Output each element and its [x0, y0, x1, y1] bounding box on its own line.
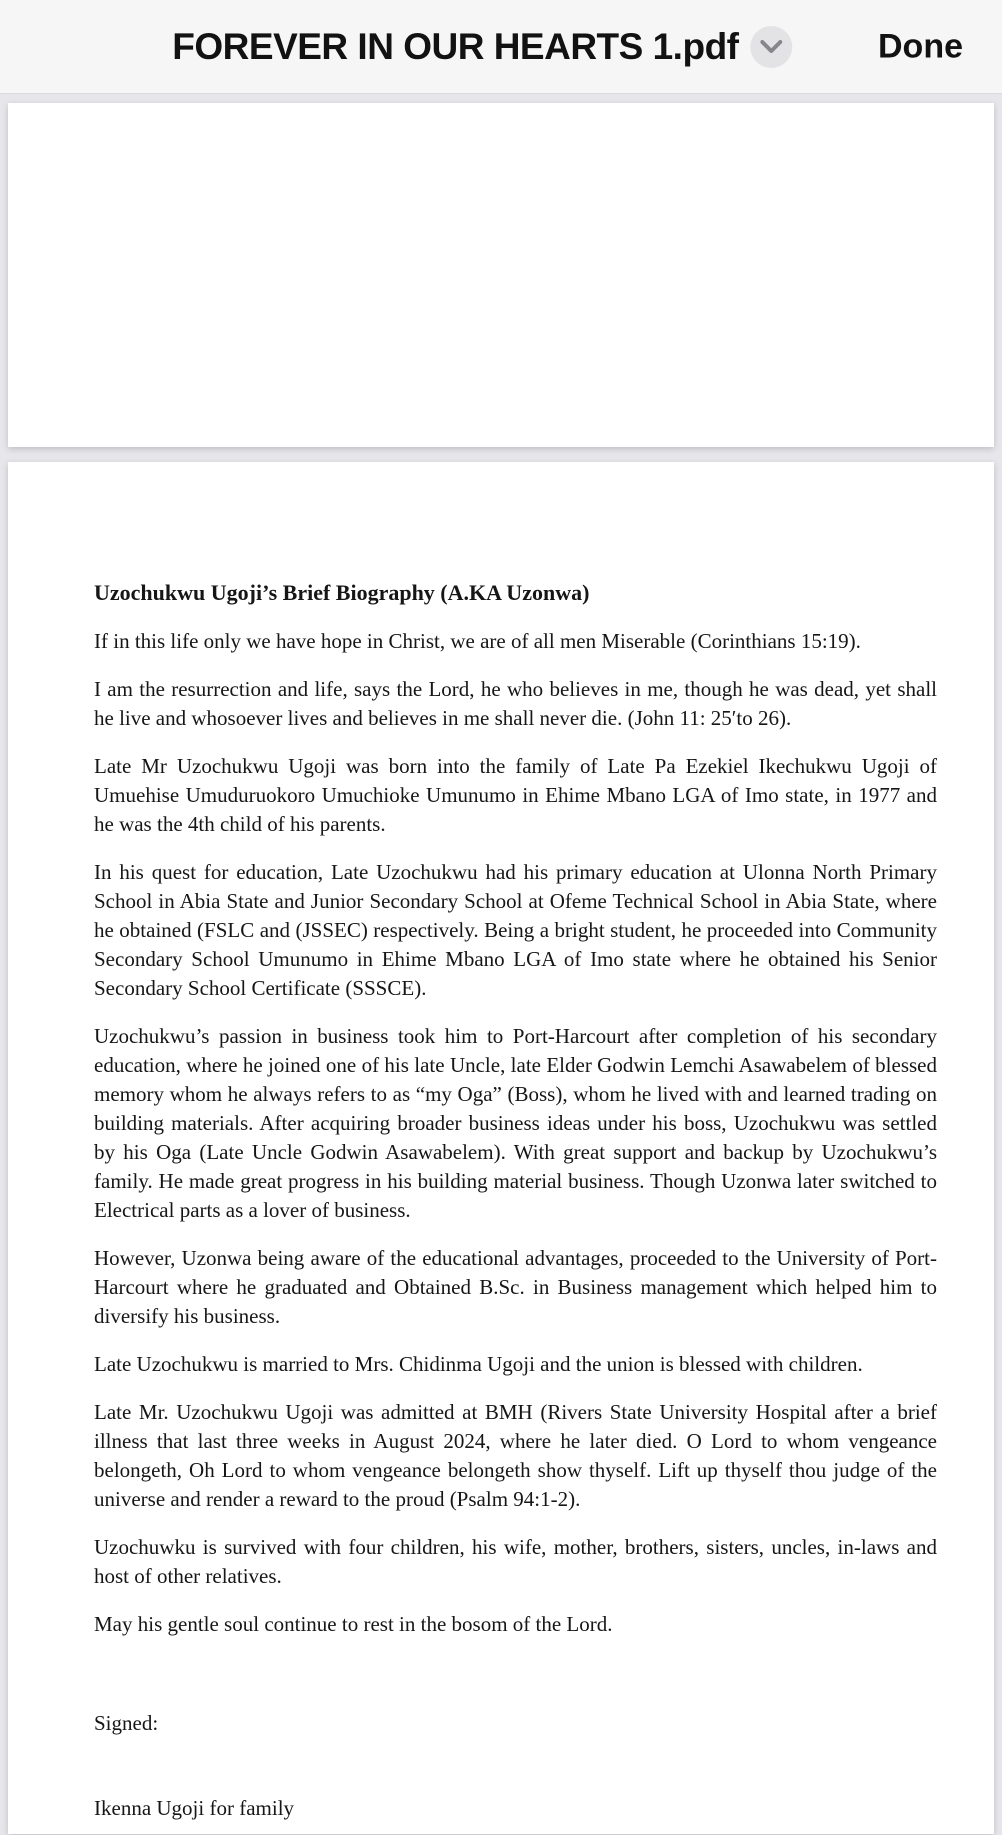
pdf-page-previous: [8, 103, 994, 447]
navbar: [0, 0, 1002, 94]
paragraph-scripture-2: I am the resurrection and life, says the Lord, he who believes in me, though he was dead, yet shall he live and whosoever lives and believes in me shall never die. (John 11: 25′to 26).: [94, 677, 937, 730]
paragraph-university: However, Uzonwa being aware of the educational advantages, proceeded to the University of Port-Harcourt where he graduated and Obtained B.Sc. in Business management which helped him to diversify his business.: [94, 1246, 937, 1328]
paragraph-scripture-1: If in this life only we have hope in Christ, we are of all men Miserable (Corinthians 15:19).: [94, 629, 861, 653]
document-title-group: [172, 26, 792, 68]
chevron-down-icon: [760, 40, 782, 54]
title-menu-button[interactable]: [750, 26, 792, 68]
document-title: FOREVER IN OUR HEARTS 1.pdf: [172, 25, 739, 67]
page-scroll-area[interactable]: [0, 94, 1002, 1834]
biography-document: [94, 578, 937, 1823]
paragraph-birth: Late Mr Uzochukwu Ugoji was born into the family of Late Pa Ezekiel Ikechukwu Ugoji of Umuehise Umuduruokoro Umuchioke Umunumo in Ehime Mbano LGA of Imo state, in 1977 and he was the 4th child of his parents.: [94, 754, 937, 836]
signature-name: Ikenna Ugoji for family: [94, 1796, 295, 1820]
done-button[interactable]: Done: [878, 27, 963, 65]
paragraph-marriage: Late Uzochukwu is married to Mrs. Chidinma Ugoji and the union is blessed with children.: [94, 1352, 863, 1376]
paragraph-business: Uzochukwu’s passion in business took him to Port-Harcourt after completion of his secondary education, where he joined one of his late Uncle, late Elder Godwin Lemchi Asawabelem of blessed memory whom he always refers to as “my Oga” (Boss), whom he lived with and learned trading on building materials. After acquiring broader business ideas under his boss, Uzochukwu was settled by his Oga (Late Uncle Godwin Asawabelem). With great support and backup by Uzochukwu’s family. He made great progress in his building material business. Though Uzonwa later switched to Electrical parts as a lover of business.: [94, 1024, 937, 1222]
paragraph-education: In his quest for education, Late Uzochukwu had his primary education at Ulonna North Primary School in Abia State and Junior Secondary School at Ofeme Technical School in Abia State, where he obtained (FSLC and (JSSEC) respectively. Being a bright student, he proceeded into Community Secondary School Umunumo in Ehime Mbano LGA of Imo state where he obtained his Senior Secondary School Certificate (SSSCE).: [94, 860, 937, 1000]
paragraph-survivors: Uzochuwku is survived with four children, his wife, mother, brothers, sisters, uncles, in-laws and host of other relatives.: [94, 1535, 937, 1588]
biography-heading: Uzochukwu Ugoji’s Brief Biography (A.KA Uzonwa): [94, 580, 590, 605]
signed-label: Signed:: [94, 1711, 159, 1735]
paragraph-rest: May his gentle soul continue to rest in the bosom of the Lord.: [94, 1612, 613, 1636]
paragraph-death: Late Mr. Uzochukwu Ugoji was admitted at BMH (Rivers State University Hospital after a brief illness that last three weeks in August 2024, where he later died. O Lord to whom vengeance belongeth, Oh Lord to whom vengeance belongeth show thyself. Lift up thyself thou judge of the universe and render a reward to the proud (Psalm 94:1-2).: [94, 1400, 937, 1511]
pdf-page-biography: [8, 462, 994, 1834]
